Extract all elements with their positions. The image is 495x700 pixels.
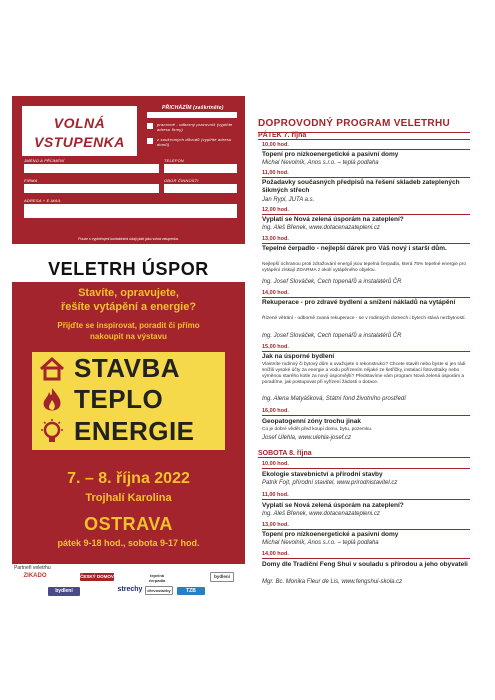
expo-hours: pátek 9-18 hod., sobota 9-17 hod.	[57, 538, 200, 548]
ticket-title-line1: VOLNÁ	[53, 115, 106, 131]
ticket-title-line2: VSTUPENKA	[34, 134, 125, 150]
invite-line1: Přijďte se inspirovat, poradit či přímo	[57, 321, 200, 330]
program-heading: DOPROVODNÝ PROGRAM VELETRHU	[258, 118, 470, 133]
opt-working-label: pracovně - odborný pracovník (vyplňte adresu firmy)	[157, 122, 233, 132]
expo-city: OSTRAVA	[84, 514, 173, 534]
flame-icon	[38, 386, 66, 414]
company-field[interactable]	[24, 184, 159, 193]
name-field[interactable]	[24, 164, 159, 173]
private-checkbox[interactable]	[147, 138, 153, 144]
slot-desc: Co je dobré vědět před koupí domu, bytu, pozemku.	[262, 427, 373, 432]
slot-speaker: Ing. Alena Matyášková, Státní fond životního prostředí	[262, 396, 406, 402]
partner-logo: strechy	[117, 586, 143, 593]
partner-logo: ZIKADO	[23, 573, 47, 579]
slot-title: Vyplatí se Nová zelená úsporám na zateplení?	[262, 216, 404, 223]
address-field[interactable]	[24, 204, 237, 218]
slot-speaker: Ing. Aleš Břenek, www.dotacenazatepleni.cz	[262, 511, 380, 517]
arrival-label: PŘICHÁZÍM (zaškrtněte)	[162, 105, 224, 111]
partner-logo: dřevostavby	[145, 586, 173, 595]
address-label: ADRESA + E-MAIL	[24, 198, 62, 203]
slot-title: Ekologie stavebnictví a přírodní stavby	[262, 471, 383, 478]
word-stavba: STAVBA	[74, 353, 181, 383]
partners-label: Partneři veletrhu	[14, 565, 51, 571]
opt-private-label: z soukromých důvodů (vyplňte adresu domů)	[157, 137, 232, 147]
field-field[interactable]	[164, 184, 237, 193]
slot-speaker: Michal Nevolník, Anos s.r.o. – teplá podlaha	[262, 540, 379, 546]
phone-label: TELEFON	[164, 158, 184, 163]
slot-speaker: Ing. Josef Slováček, Cech topenářů a instalatérů ČR	[262, 279, 402, 285]
expo-poster	[12, 282, 245, 564]
slot-speaker: Patrik Fojt, přírodní stavitel, www.prirodnistavitel.cz	[262, 480, 398, 486]
slot-time: 12,00 hod.	[262, 207, 470, 215]
slot-desc: Nejlepší ochranou proti zdražování energií jsou tepelná čerpadla, která 75% tepelné energie pro vytápění získají ZDARMA z okolí vytápěného objektu.	[262, 262, 466, 273]
question-line1: Stavíte, opravujete,	[78, 287, 179, 299]
slot-title: Požadavky současných předpisů na řešení skladeb zateplených šikmých střech	[262, 179, 460, 194]
slot-title: Geopatogenní zóny trochu jinak	[262, 418, 361, 425]
slot-time: 11,00 hod.	[262, 492, 470, 500]
invite-line2: nakoupit na výstavu	[90, 332, 167, 341]
slot-time: 11,00 hod.	[262, 170, 470, 178]
slot-time: 10,00 hod.	[262, 142, 470, 150]
word-teplo: TEPLO	[74, 384, 164, 414]
name-label: JMÉNO A PŘÍJMENÍ	[24, 158, 65, 163]
slot-title: Jak na úsporné bydlení	[262, 353, 335, 360]
slot-title: Vyplatí se Nová zelená úsporám na zateplení?	[262, 502, 404, 509]
partner-logo: tepelná čerpadla	[148, 573, 166, 583]
slot-title: Domy dle Tradiční Feng Shui v souladu s přírodou a jeho obyvateli	[262, 561, 468, 568]
day-friday: PÁTEK 7. října	[258, 132, 470, 140]
slot-speaker: Ing. Josef Slováček, Cech topenářů a instalatérů ČR	[262, 333, 402, 339]
question-line2: řešíte vytápění a energie?	[60, 301, 197, 313]
company-label: FIRMA	[24, 178, 38, 183]
slot-speaker: Ing. Aleš Břenek, www.dotacenazatepleni.cz	[262, 225, 380, 231]
partner-logo: bydlení	[48, 587, 80, 596]
slot-title: Topení pro nízkoenergetické a pasivní domy	[262, 151, 399, 158]
slot-speaker: Michal Nevolník, Anos s.r.o. – teplá podlaha	[262, 160, 379, 166]
ticket-title	[22, 106, 137, 156]
slot-speaker: Josef Ulehla, www.ulehla-josef.cz	[262, 435, 352, 441]
arrival-field[interactable]	[147, 112, 237, 118]
ticket-footer: Pouze s vyplněnými kontaktními údaji platí jako volná vstupenka.	[78, 237, 179, 241]
expo-date: 7. – 8. října 2022	[67, 470, 190, 487]
word-energie: ENERGIE	[74, 416, 195, 446]
slot-title: Topení pro nízkoenergetické a pasivní domy	[262, 531, 399, 538]
slot-time: 15,00 hod.	[262, 344, 470, 352]
slot-time: 16,00 hod.	[262, 408, 470, 416]
partner-logo: ČESKÝ DOMOV	[80, 574, 114, 579]
slot-time: 13,00 hod.	[262, 236, 470, 244]
slot-time: 14,00 hod.	[262, 551, 470, 559]
slot-time: 13,00 hod.	[262, 522, 470, 530]
slot-speaker: Mgr. Bc. Monika Fleur de Lis, www.fengshui-skola.cz	[262, 579, 403, 585]
partner-logo: TZB	[177, 587, 205, 595]
phone-field[interactable]	[164, 164, 237, 173]
slot-desc: Vlastníte rodinný či bytový dům a uvažujete o rekonstrukci? Chcete stavět nebo byste si jen rádi snížili vysoké účty za energie a vodu pořízením nějaké ze šetřičky, instalací fotovoltaiky nebo výměnou starého kotle za nový úspornější? Představíme vám program Nová zelená úsporám a poradíme, jak postupovat při vyřízení žádosti o dotace.	[262, 362, 466, 385]
slot-title: Rekuperace - pro zdravé bydlení a snížení nákladů na vytápění	[262, 299, 456, 306]
lightbulb-icon	[38, 418, 66, 446]
theme-box	[32, 352, 225, 450]
expo-title: VELETRH ÚSPOR	[48, 259, 209, 279]
day-saturday: SOBOTA 8. října	[258, 450, 470, 458]
free-ticket	[12, 96, 245, 244]
slot-time: 10,00 hod.	[262, 461, 470, 469]
slot-desc: Řízené větrání - odborně zvaná rekuperace - se v rodinných domech i bytech stává nezbytností.	[262, 316, 466, 321]
expo-venue: Trojhalí Karolina	[85, 492, 172, 504]
field-label: OBOR ČINNOSTI	[164, 178, 199, 183]
slot-title: Tepelné čerpadlo - nejlepší dárek pro Váš nový i starší dům.	[262, 245, 447, 252]
partner-logo: bydlení	[210, 572, 234, 582]
working-checkbox[interactable]	[147, 123, 153, 129]
house-icon	[38, 355, 66, 383]
slot-time: 14,00 hod.	[262, 290, 470, 298]
slot-speaker: Jan Rypl, JUTA a.s.	[262, 197, 315, 203]
